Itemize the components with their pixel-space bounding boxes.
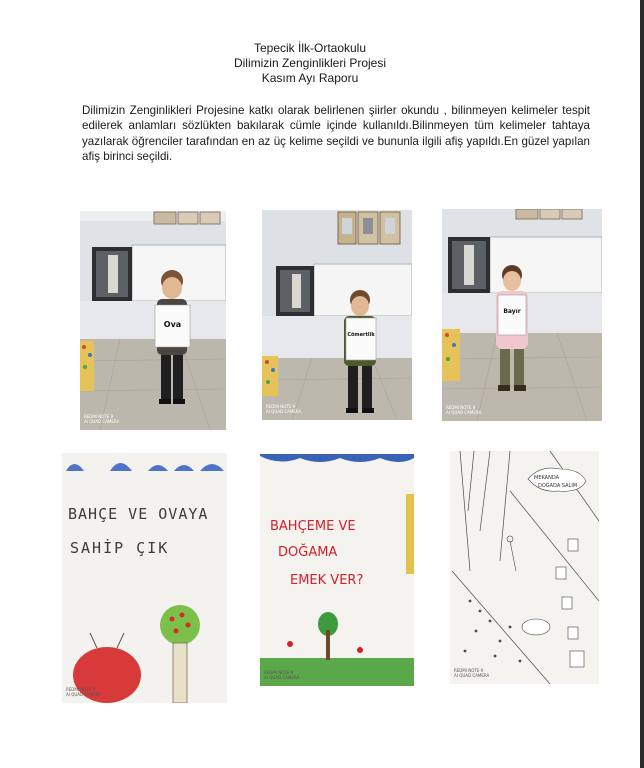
poster-photo-2 — [260, 454, 414, 686]
photo-2-card-word: Cömertlik — [347, 332, 375, 338]
poster-3-graphic — [450, 451, 599, 684]
poster-3-line-2: DOĞADA SALIM — [538, 483, 578, 489]
photo-1-watermark: REDMI NOTE 9 AI QUAD CAMERA — [84, 414, 120, 424]
poster-1-graphic — [62, 453, 227, 703]
poster-1-line-1: BAHÇE VE OVAYA — [68, 505, 209, 523]
poster-photo-1 — [62, 453, 227, 703]
poster-2-graphic — [260, 454, 414, 686]
poster-2-line-1: BAHÇEME VE — [270, 519, 356, 534]
school-name: Tepecik İlk-Ortaokulu — [253, 41, 367, 55]
poster-3-line-1: MEKANDA — [534, 475, 560, 481]
poster-photo-3 — [450, 451, 599, 684]
poster-3-watermark: REDMI NOTE 9 AI QUAD CAMERA — [454, 668, 490, 678]
poster-2-line-2: DOĞAMA — [278, 545, 338, 560]
document-header — [0, 41, 620, 86]
poster-1-line-2: SAHİP ÇIK — [70, 539, 170, 557]
poster-2-watermark: REDMI NOTE 9 AI QUAD CAMERA — [264, 670, 300, 680]
page-edge — [640, 0, 644, 768]
photo-3-watermark: REDMI NOTE 9 AI QUAD CAMERA — [446, 405, 482, 415]
project-name: Dilimizin Zenginlikleri Projesi — [233, 56, 387, 70]
classroom-photo-3 — [442, 209, 602, 421]
photo-2-graphic — [262, 210, 412, 420]
classroom-photo-2 — [262, 210, 412, 420]
classroom-photo-1 — [80, 211, 226, 430]
report-title: Kasım Ayı Raporu — [261, 71, 359, 85]
poster-1-watermark: REDMI NOTE 9 AI QUAD CAMERA — [66, 687, 102, 697]
report-paragraph: Dilimizin Zenginlikleri Projesine katkı olarak belirlenen şiirler okundu , bilinmeyen kelimeler tespit edilerek anlamları sözlükten bakılarak cümle içinde kullanıldı.Bilinmeyen tüm kelimeler tahtaya yazılarak öğrenciler tarafından en az üç kelime seçildi ve bununla ilgili afiş yapıldı.En güzel yapılan afiş birinci seçildi. — [82, 104, 590, 164]
photo-2-watermark: REDMI NOTE 9 AI QUAD CAMERA — [266, 404, 302, 414]
poster-2-line-3: EMEK VER? — [290, 573, 364, 588]
photo-3-graphic — [442, 209, 602, 421]
photo-3-card-word: Bayır — [503, 308, 521, 315]
photo-1-card-word: Ova — [163, 320, 182, 329]
photo-1-graphic — [80, 211, 226, 430]
